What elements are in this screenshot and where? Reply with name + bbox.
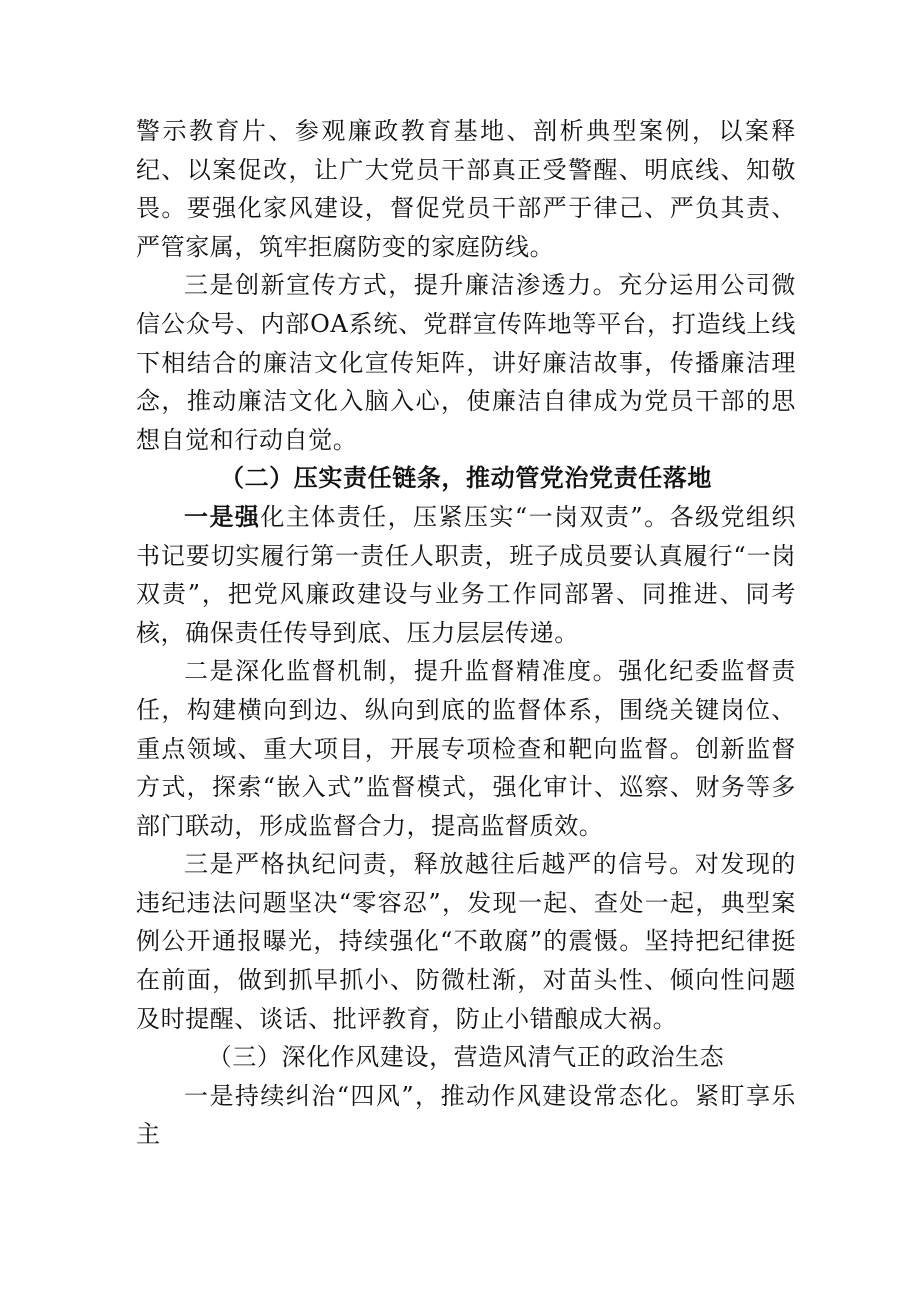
document-body — [136, 112, 796, 1154]
paragraph-body-text: 化主体责任，压紧压实“一岗双责”。各级党组织书记要切实履行第一责任人职责，班子成员要认真履行“一岗双责”，把党风廉政建设与业务工作同部署、同推进、同考核，确保责任传导到底、压力层层传递。 — [136, 502, 796, 647]
paragraph-lead-text: 一是强 — [184, 501, 261, 531]
paragraph-supervision-mechanism: 二是深化监督机制，提升监督精准度。强化纪委监督责任，构建横向到边、纵向到底的监督体系，围绕关键岗位、重点领域、重大项目，开展专项检查和靶向监督。创新监督方式，探索“嵌入式”监督模式，强化审计、巡察、财务等多部门联动，形成监督合力，提高监督质效。 — [136, 657, 796, 840]
paragraph-warning-education: 警示教育片、参观廉政教育基地、剖析典型案例，以案释纪、以案促改，让广大党员干部真正受警醒、明底线、知敬畏。要强化家风建设，督促党员干部严于律己、严负其责、严管家属，筑牢拒腐防变的家庭防线。 — [136, 117, 796, 261]
paragraph-main-responsibility — [136, 498, 796, 652]
paragraph-publicity-methods: 三是创新宣传方式，提升廉洁渗透力。充分运用公司微信公众号、内部OA系统、党群宣传阵地等平台，打造线上线下相结合的廉洁文化宣传矩阵，讲好廉洁故事，传播廉洁理念，推动廉洁文化入脑入心，使廉洁自律成为党员干部的思想自觉和行动自觉。 — [136, 271, 796, 454]
paragraph-four-styles: 一是持续纠治“四风”，推动作风建设常态化。紧盯享乐主 — [136, 1081, 796, 1149]
section-heading-work-style: （三）深化作风建设，营造风清气正的政治生态 — [207, 1043, 725, 1072]
section-heading-responsibility: （二）压实责任链条，推动管党治党责任落地 — [220, 463, 712, 493]
paragraph-discipline-accountability: 三是严格执纪问责，释放越往后越严的信号。对发现的违纪违法问题坚决“零容忍”，发现一起、查处一起，典型案例公开通报曝光，持续强化“不敢腐”的震慑。坚持把纪律挺在前面，做到抓早抓小、防微杜渐，对苗头性、倾向性问题及时提醒、谈话、批评教育，防止小错酿成大祸。 — [136, 850, 796, 1033]
